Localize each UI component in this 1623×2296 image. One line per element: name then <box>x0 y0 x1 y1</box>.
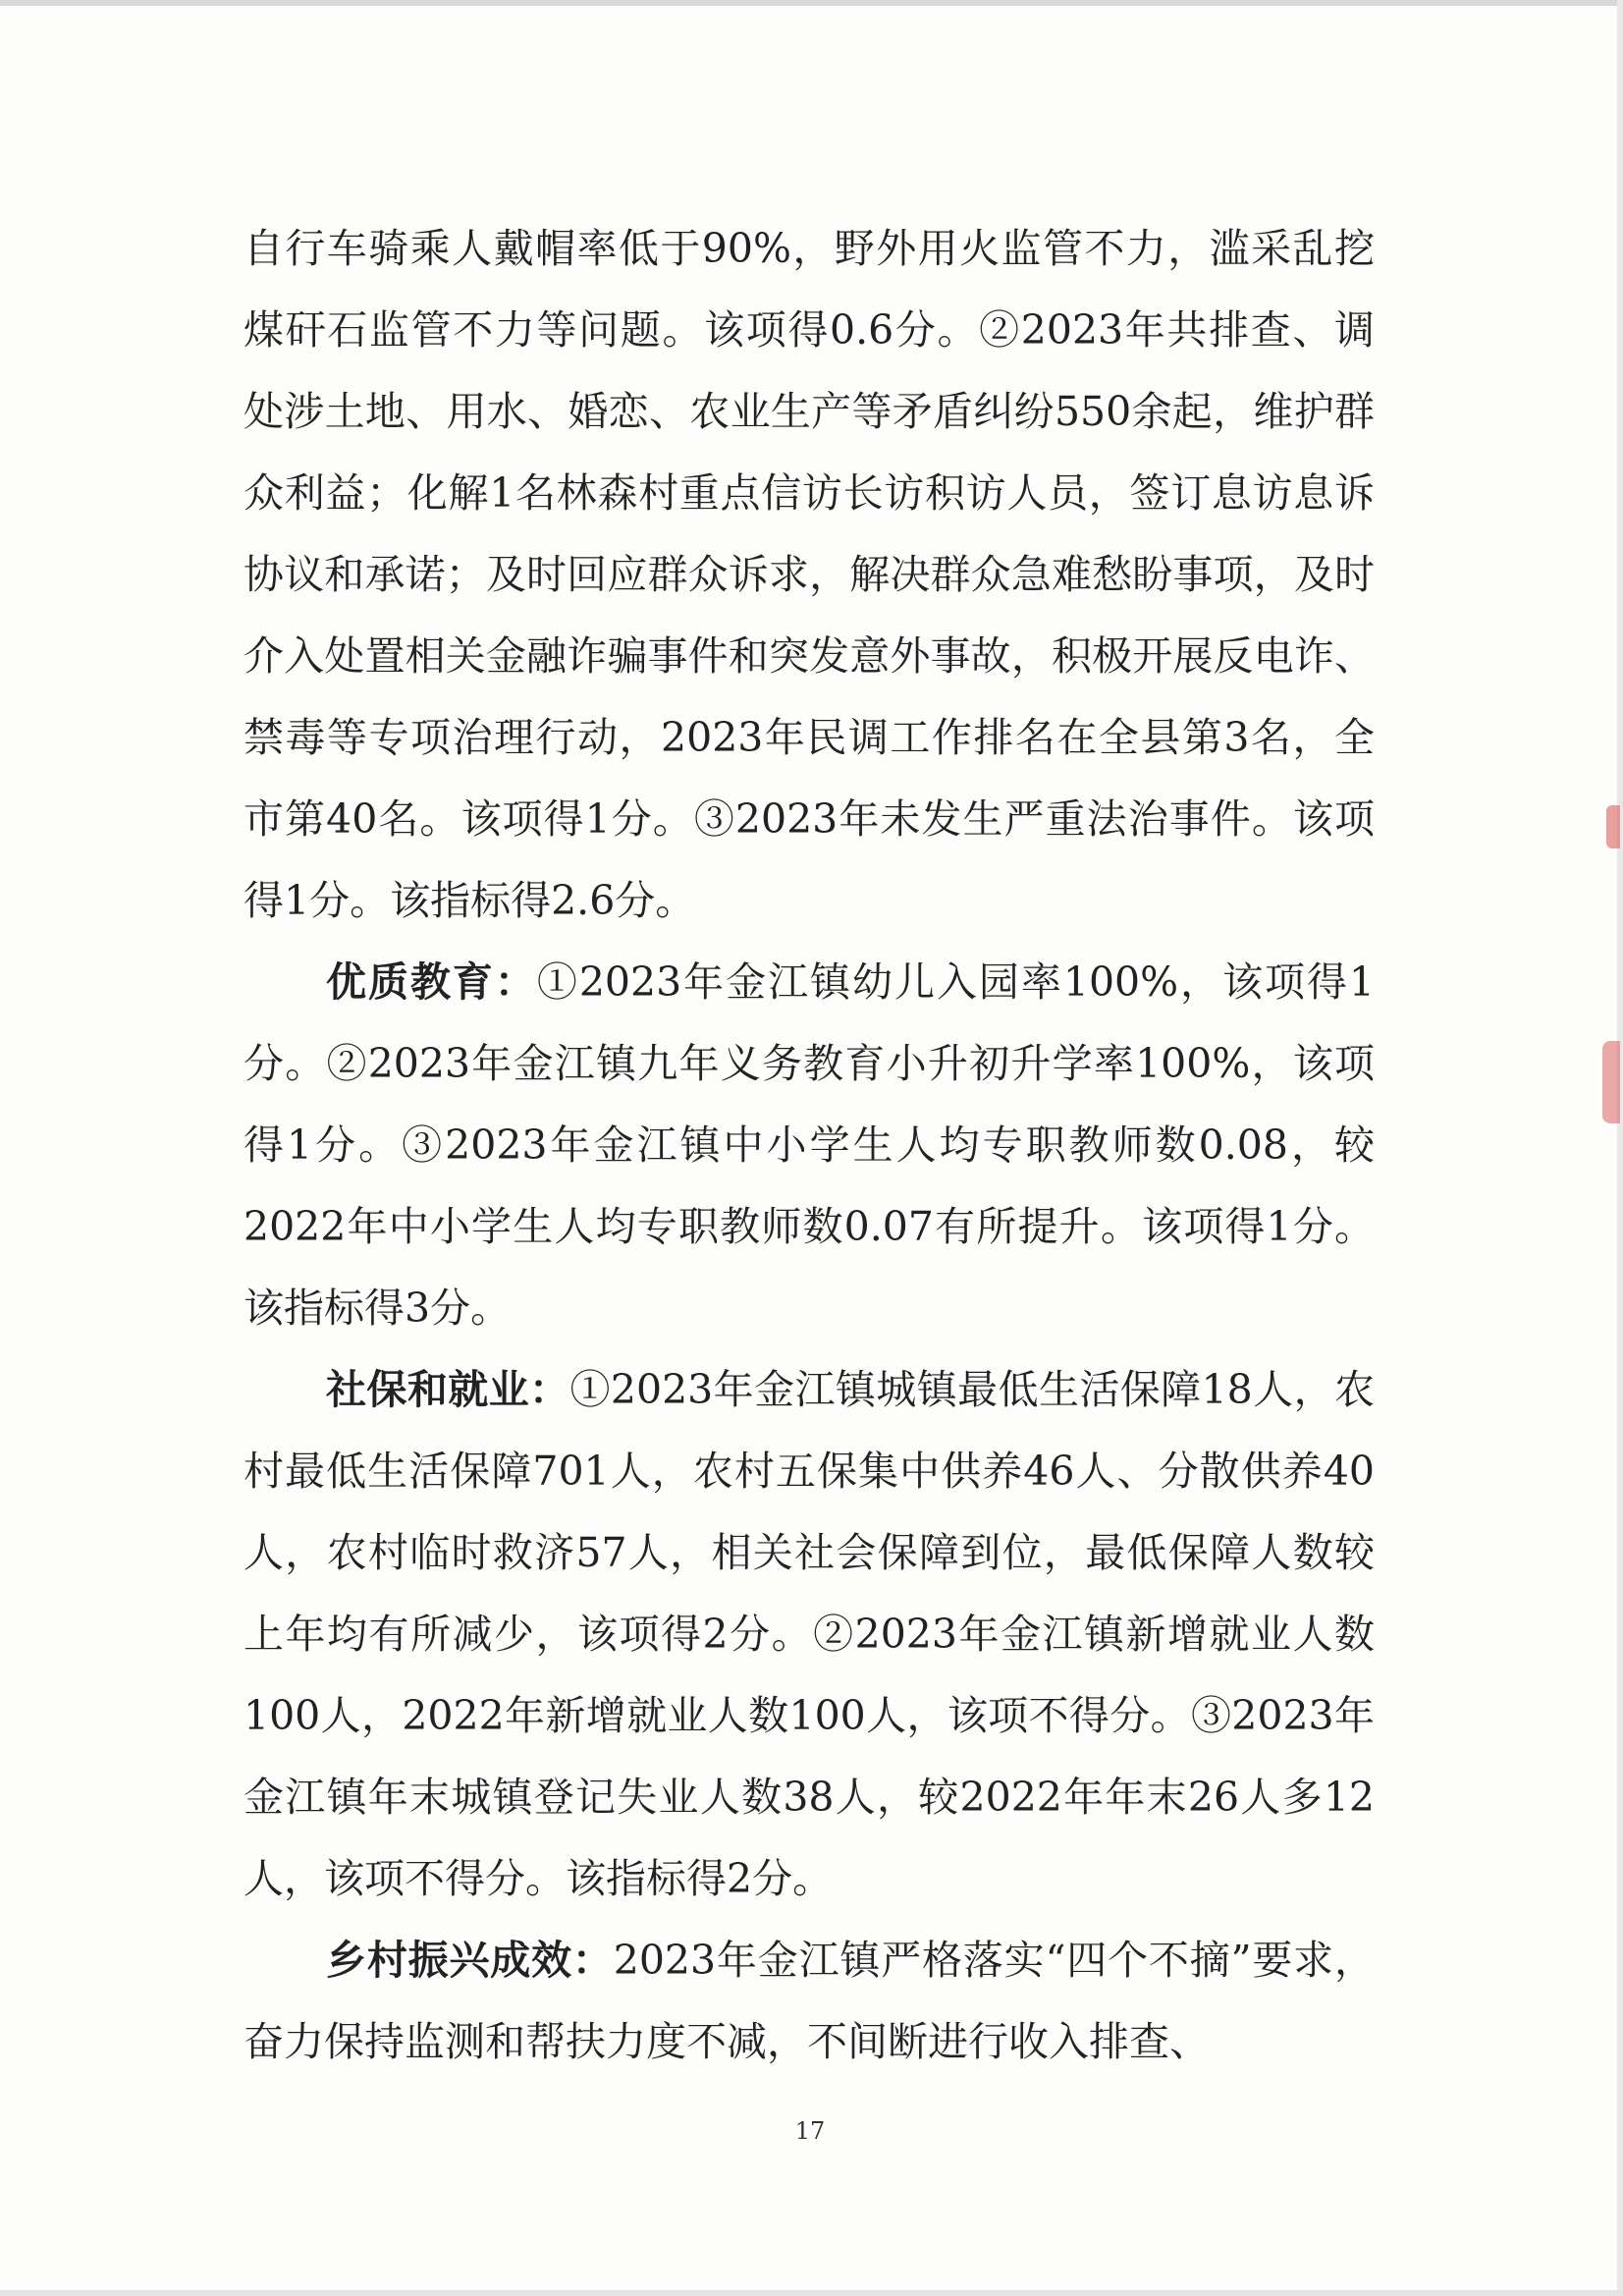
seal-fragment-lower <box>1602 1041 1620 1123</box>
document-body <box>243 208 1375 2083</box>
paragraph-continued <box>243 208 1375 942</box>
paragraph-social-security-employment <box>243 1349 1375 1920</box>
paragraph-text: 2023年金江镇严格落实“四个不摘”要求，奋力保持监测和帮扶力度不减，不间断进行收入排查、 <box>243 1937 1376 2065</box>
seal-fragment-upper <box>1606 805 1620 848</box>
paragraph-heading: 社保和就业： <box>326 1366 570 1413</box>
scan-right-edge <box>1617 0 1623 2296</box>
paragraph-heading: 乡村振兴成效： <box>326 1937 614 1984</box>
paragraph-text: ①2023年金江镇城镇最低生活保障18人，农村最低生活保障701人，农村五保集中供养46人、分散供养40人，农村临时救济57人，相关社会保障到位，最低保障人数较上年均有所减少，该项得2分。②2023年金江镇新增就业人数100人，2022年新增就业人数100人，该项不得分。③2023年金江镇年末城镇登记失业人数38人，较2022年年末26人多12人，该项不得分。该指标得2分。 <box>243 1366 1376 1902</box>
page-number: 17 <box>794 2117 826 2145</box>
scan-top-edge <box>0 0 1623 6</box>
paragraph-heading: 优质教育： <box>326 958 537 1006</box>
paragraph-quality-education <box>243 942 1375 1349</box>
scan-bottom-edge <box>0 2290 1623 2296</box>
paragraph-text: ①2023年金江镇幼儿入园率100%，该项得1分。②2023年金江镇九年义务教育小升初升学率100%，该项得1分。③2023年金江镇中小学生人均专职教师数0.08，较2022年中小学生人均专职教师数0.07有所提升。该项得1分。该指标得3分。 <box>243 958 1376 1332</box>
paragraph-rural-revitalization <box>243 1920 1375 2083</box>
paragraph-text: 自行车骑乘人戴帽率低于90%，野外用火监管不力，滥采乱挖煤矸石监管不力等问题。该项得0.6分。②2023年共排查、调处涉土地、用水、婚恋、农业生产等矛盾纠纷550余起，维护群众利益；化解1名林森村重点信访长访积访人员，签订息访息诉协议和承诺；及时回应群众诉求，解决群众急难愁盼事项，及时介入处置相关金融诈骗事件和突发意外事故，积极开展反电诈、禁毒等专项治理行动，2023年民调工作排名在全县第3名，全市第40名。该项得1分。③2023年未发生严重法治事件。该项得1分。该指标得2.6分。 <box>243 225 1375 924</box>
